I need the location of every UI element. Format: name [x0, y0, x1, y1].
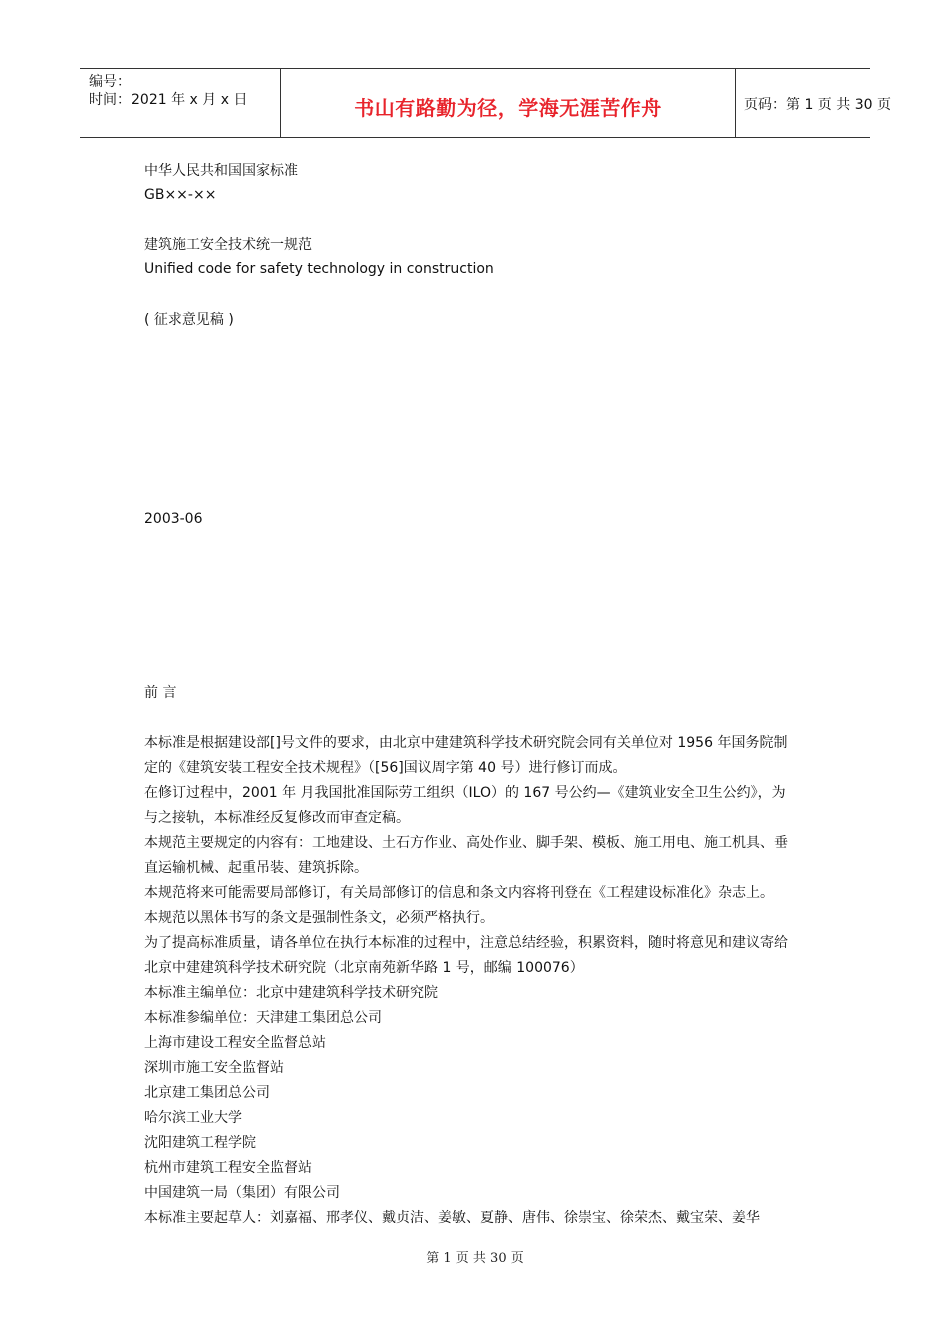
- publication-date: 2003-06: [144, 511, 203, 527]
- page-footer: 第 1 页 共 30 页: [426, 1251, 524, 1266]
- preface-line: 深圳市施工安全监督站: [144, 1060, 284, 1076]
- preface-line: 北京中建建筑科学技术研究院（北京南苑新华路 1 号，邮编 100076）: [144, 960, 584, 976]
- preface-line: 中国建筑一局（集团）有限公司: [144, 1185, 340, 1201]
- preface-line: 上海市建设工程安全监督总站: [144, 1035, 326, 1051]
- document-number-label: 编号：: [89, 74, 131, 90]
- preface-line: 本标准主要起草人：刘嘉福、邢孝仪、戴贞洁、姜敏、夏静、唐伟、徐崇宝、徐荣杰、戴宝荣、姜华: [144, 1210, 760, 1226]
- preface-body: [144, 734, 788, 1234]
- preface-line: 为了提高标准质量，请各单位在执行本标准的过程中，注意总结经验，积累资料，随时将意见和建议寄给: [144, 935, 788, 951]
- preface-line: 在修订过程中，2001 年 月我国批准国际劳工组织（ILO）的 167 号公约—《建筑业安全卫生公约》，为: [144, 785, 786, 801]
- preface-line: 杭州市建筑工程安全监督站: [144, 1160, 312, 1176]
- preface-line: 本标准参编单位：天津建工集团总公司: [144, 1010, 382, 1026]
- preface-line: 本规范以黑体书写的条文是强制性条文，必须严格执行。: [144, 910, 494, 926]
- preface-line: 定的《建筑安装工程安全技术规程》（[56]国议周字第 40 号）进行修订而成。: [144, 760, 627, 776]
- preface-line: 本标准是根据建设部[]号文件的要求，由北京中建建筑科学技术研究院会同有关单位对 1956 年国务院制: [144, 735, 788, 751]
- country-standard-label: 中华人民共和国国家标准: [144, 163, 298, 179]
- preface-line: 沈阳建筑工程学院: [144, 1135, 256, 1151]
- preface-line: 本规范主要规定的内容有：工地建设、土石方作业、高处作业、脚手架、模板、施工用电、施工机具、垂: [144, 835, 788, 851]
- standard-title-en: Unified code for safety technology in construction: [144, 261, 494, 277]
- header-motto-cell: [280, 69, 736, 137]
- document-header: [80, 68, 891, 138]
- preface-line: 北京建工集团总公司: [144, 1085, 270, 1101]
- header-meta-cell: [80, 69, 280, 137]
- draft-status: ( 征求意见稿 ): [144, 312, 234, 328]
- header-page-info: 页码：第 1 页 共 30 页: [744, 97, 891, 113]
- document-date-label: 时间：2021 年 x 月 x 日: [89, 92, 248, 108]
- header-page-cell: [735, 69, 891, 137]
- preface-line: 哈尔滨工业大学: [144, 1110, 242, 1126]
- preface-line: 与之接轨，本标准经反复修改而审查定稿。: [144, 810, 410, 826]
- standard-title-cn: 建筑施工安全技术统一规范: [144, 237, 312, 253]
- standard-code: GB××-××: [144, 187, 217, 203]
- header-motto: 书山有路勤为径，学海无涯苦作舟: [354, 96, 662, 120]
- preface-line: 本标准主编单位：北京中建建筑科学技术研究院: [144, 985, 438, 1001]
- preface-line: 直运输机械、起重吊装、建筑拆除。: [144, 860, 368, 876]
- preface-line: 本规范将来可能需要局部修订，有关局部修订的信息和条文内容将刊登在《工程建设标准化》杂志上。: [144, 885, 774, 901]
- preface-heading: 前 言: [144, 685, 177, 701]
